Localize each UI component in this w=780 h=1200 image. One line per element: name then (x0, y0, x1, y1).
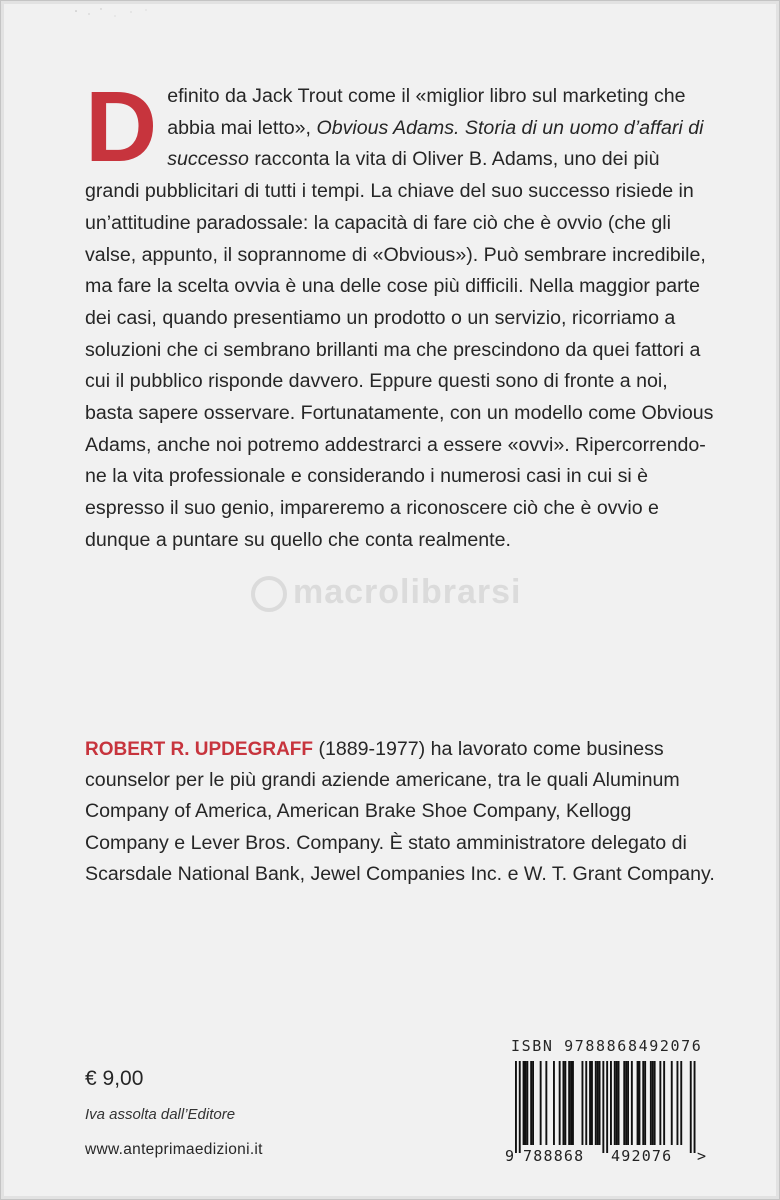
author-bio-text: (1889-1977) ha lavorato come business counselor per le più grandi aziende americane, tra le quali Aluminum Company of America, American Brake Shoe Company, Kellogg Company e Lever Bros. Company. È stato amministratore delegato di Scarsdale National Bank, Jewel Companies Inc. e W. T. Grant Company. (85, 738, 715, 885)
price: € 9,00 (85, 1067, 144, 1090)
barcode-bar (637, 1061, 639, 1145)
barcode-bar (614, 1061, 616, 1145)
barcode-bar (589, 1061, 591, 1145)
barcode-right-digits: 492076 (611, 1147, 673, 1165)
vat-note: Iva assolta dall’Editore (85, 1106, 236, 1123)
barcode-bar (659, 1061, 661, 1145)
scan-speckle (71, 5, 191, 21)
barcode-bar (563, 1061, 565, 1145)
barcode-guard-bar (694, 1061, 696, 1153)
barcode-bar (625, 1061, 627, 1145)
barcode-bar (553, 1061, 555, 1145)
barcode-bar (545, 1061, 547, 1145)
barcode-bar (599, 1061, 601, 1145)
barcode-bar (595, 1061, 597, 1145)
barcode-guard-bar (515, 1061, 517, 1153)
barcode-bar (591, 1061, 593, 1145)
description-text-2: racconta la vita di Oliver B. Adams, uno dei più grandi pubblicitari di tutti i tempi. La chiave del suo successo risiede in un’attitudine paradossale: la capacità di fare ciò che è ovvio (che gli valse, appunto, il soprannome di «Obvious»). Può sembrare incredibile, ma fare la scelta ovvia è una delle cose più difficili. Nella maggior parte dei casi, quando presentiamo un prodotto o un servizio, ricorriamo a soluzioni che ci sembrano brillanti ma che prescindono da quei fattori a cui il pubblico risponde davvero. Eppure questi sono di fronte a noi, basta sapere osservare. Fortunatamente, con un modello come Obvious Adams, anche noi potremo addestrarci a essere «ovvi». Ripercorrendone la vita professionale e considerando i numerosi casi in cui si è espresso il suo genio, impareremo a riconoscere ciò che è ovvio e dunque a puntare su quello che conta realmente. (85, 148, 714, 551)
barcode-bar (680, 1061, 682, 1145)
barcode-bar (650, 1061, 652, 1145)
book-title-italic: Obvious Adams. Storia di un uomo d’affari di successo (167, 116, 704, 171)
barcode-bar (559, 1061, 561, 1145)
barcode-bar (572, 1061, 574, 1145)
barcode-bar (644, 1061, 646, 1145)
barcode-bar (618, 1061, 620, 1145)
watermark (251, 573, 591, 613)
barcode-bar (663, 1061, 665, 1145)
barcode-bar (616, 1061, 618, 1145)
watermark-text: macrolibrarsi (293, 573, 522, 611)
isbn-label: ISBN 9788868492076 (511, 1037, 703, 1055)
barcode-bar (525, 1061, 527, 1145)
barcode-bar (652, 1061, 654, 1145)
barcode-bar (526, 1061, 528, 1145)
barcode-bar (564, 1061, 566, 1145)
watermark-logo-icon (251, 576, 287, 612)
barcode-bar (530, 1061, 532, 1145)
drop-cap: D (85, 71, 158, 183)
barcode-bar (610, 1061, 612, 1145)
barcode-bar (568, 1061, 570, 1145)
barcode-guard-bar (519, 1061, 521, 1153)
description-text-1: efinito da Jack Trout come il «miglior libro sul marketing che abbia mai letto», (167, 85, 686, 139)
publisher-website: www.anteprimaedizioni.it (85, 1141, 263, 1158)
barcode-bar (570, 1061, 572, 1145)
author-name: ROBERT R. UPDEGRAFF (85, 739, 313, 760)
barcode-guard-bar (602, 1061, 604, 1153)
author-bio-paragraph (85, 734, 715, 890)
barcode-left-digits: 788868 (523, 1147, 585, 1165)
isbn-barcode (501, 1059, 711, 1165)
barcode-bar (623, 1061, 625, 1145)
barcode-bar (582, 1061, 584, 1145)
barcode-guard-bar (690, 1061, 692, 1153)
barcode-bar (627, 1061, 629, 1145)
barcode-bar (540, 1061, 542, 1145)
barcode-end-mark: > (697, 1147, 707, 1165)
barcode-bar (585, 1061, 587, 1145)
barcode-bar (597, 1061, 599, 1145)
description-paragraph (85, 71, 715, 557)
barcode-guard-bar (606, 1061, 608, 1153)
barcode-first-digit: 9 (505, 1147, 515, 1165)
barcode-bar (654, 1061, 656, 1145)
barcode-bar (532, 1061, 534, 1145)
barcode-bar (631, 1061, 633, 1145)
barcode-bar (523, 1061, 525, 1145)
barcode-bars (515, 1061, 696, 1153)
barcode-bar (677, 1061, 679, 1145)
barcode-bar (639, 1061, 641, 1145)
barcode-bar (642, 1061, 644, 1145)
barcode-bar (671, 1061, 673, 1145)
